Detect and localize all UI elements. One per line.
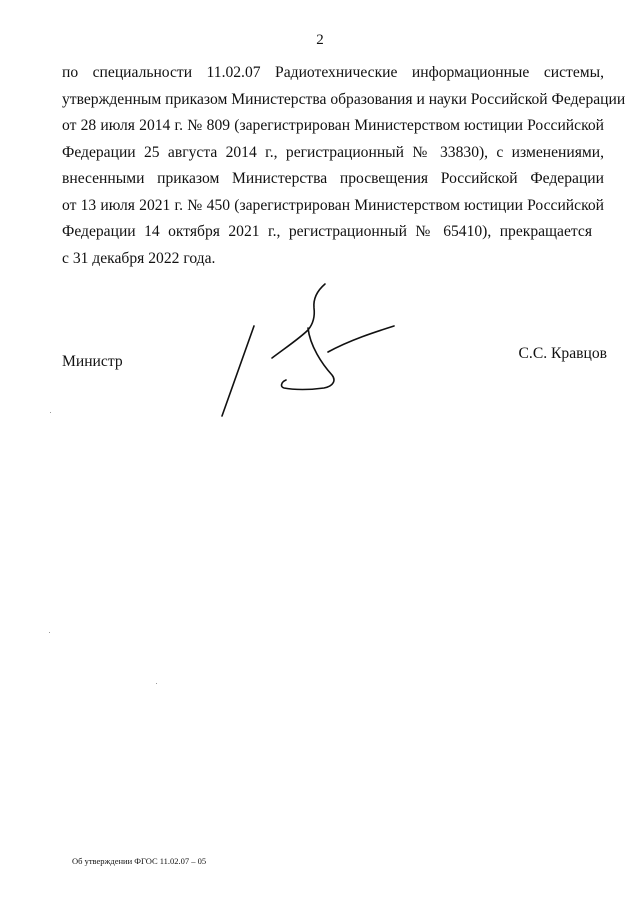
- scan-speck: [49, 632, 50, 633]
- handwritten-signature: [210, 280, 410, 430]
- body-line: внесенными приказом Министерства просвещения Российской Федерации: [62, 170, 604, 187]
- signatory-name: С.С. Кравцов: [518, 345, 607, 362]
- scan-speck: [50, 412, 51, 413]
- footer-document-reference: Об утверждении ФГОС 11.02.07 – 05: [72, 856, 207, 866]
- body-line: утвержденным приказом Министерства образования и науки Российской Федерации: [62, 90, 626, 108]
- body-line: Федерации 25 августа 2014 г., регистрационный № 33830), с изменениями,: [62, 143, 604, 161]
- body-line: с 31 декабря 2022 года.: [62, 249, 216, 267]
- body-line: от 13 июля 2021 г. № 450 (зарегистрирован Министерством юстиции Российской: [62, 196, 604, 214]
- page-number: 2: [316, 32, 324, 48]
- body-line: от 28 июля 2014 г. № 809 (зарегистрирован Министерством юстиции Российской: [62, 117, 604, 134]
- body-line: по специальности 11.02.07 Радиотехнические информационные системы,: [62, 64, 604, 81]
- body-line: Федерации 14 октября 2021 г., регистрационный № 65410), прекращается: [62, 223, 592, 240]
- signatory-title: Министр: [62, 353, 123, 370]
- scan-speck: [156, 683, 157, 684]
- body-paragraph: [62, 60, 626, 272]
